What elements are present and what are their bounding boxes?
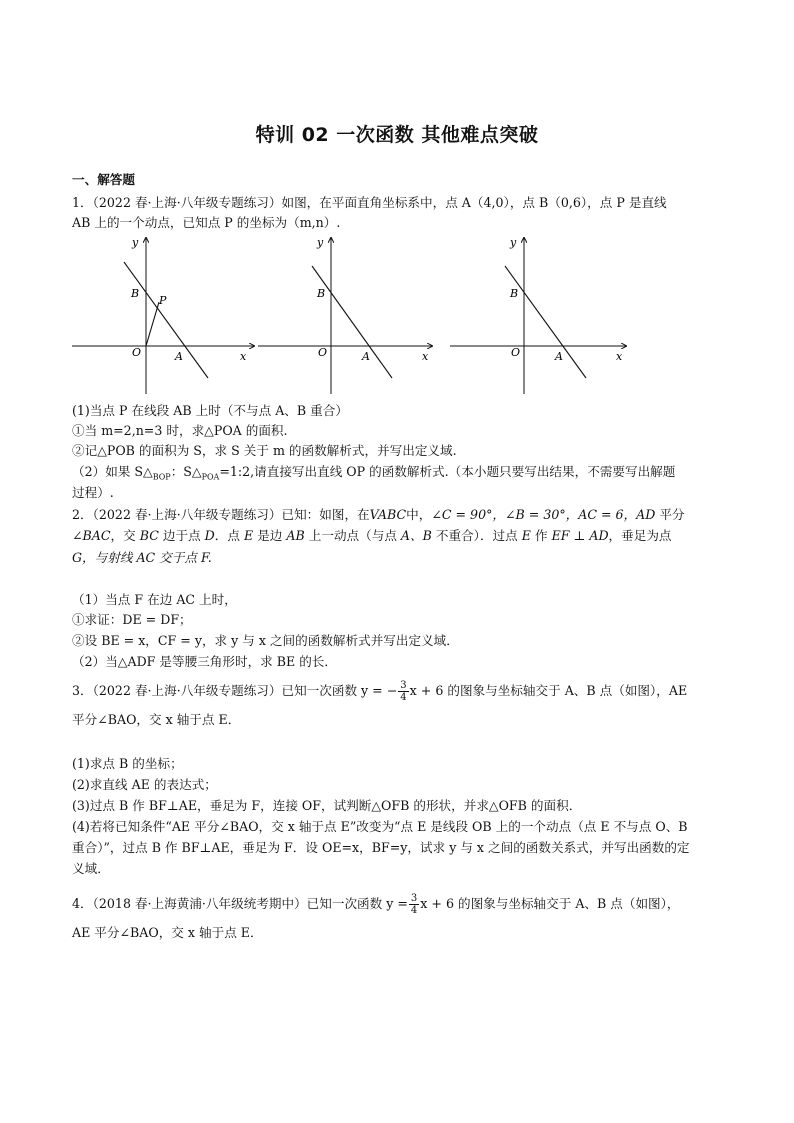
q2-l2b: ，交 <box>110 528 140 543</box>
q1-part-1-i: ①当 m=2,n=3 时，求△POA 的面积. <box>72 423 288 438</box>
q2-l1c: 中， <box>406 507 432 522</box>
q1-part-1: (1)当点 P 在线段 AB 上时（不与点 A、B 重合） <box>72 403 348 418</box>
q3-fraction <box>398 680 408 703</box>
q3-part-4-cont2: 义域． <box>72 861 110 876</box>
segment-op <box>146 302 159 346</box>
q1-part-2-cont: 过程）. <box>72 485 114 500</box>
q2-l2h: 是边 <box>253 528 287 543</box>
label-x: x <box>422 350 429 363</box>
q3-part-3: (3)过点 B 作 BF⊥AE，垂足为 F，连接 OF，试判断△OFB 的形状，并求△OFB 的面积． <box>72 798 582 813</box>
page-title: 特训 02 一次函数 其他难点突破 <box>255 124 539 146</box>
q2-l2p: ，垂足为点 <box>608 528 672 543</box>
q2-part-2: （2）当△ADF 是等腰三角形时，求 BE 的长． <box>72 654 337 669</box>
q2-part-1-ii: ②设 BE = x，CF = y，求 y 与 x 之间的函数解析式并写出定义域． <box>72 633 459 648</box>
section-heading: 一、解答题 <box>72 172 135 187</box>
q2-l1a: 2．（2022 春·上海·八年级专题练习）已知：如图，在 <box>72 507 370 522</box>
figure-2 <box>258 236 432 394</box>
figure-3 <box>450 236 626 394</box>
label-p: P <box>159 294 167 307</box>
q1-line-1: 1．（2022 春·上海·八年级专题练习）如图，在平面直角坐标系中，点 A（4,0），点 B（0,6），点 P 是直线 <box>72 195 667 210</box>
q1-part-2-text-c: =1:2,请直接写出直线 OP 的函数解析式.（本小题只要写出结果，不需要写出解题 <box>219 464 676 479</box>
q2-part-1-i: ①求证：DE = DF； <box>72 612 192 627</box>
q2-l1e: 平分 <box>655 507 685 522</box>
q2-l1b: VABC <box>369 507 407 522</box>
q3-part-1: (1)求点 B 的坐标； <box>72 756 183 771</box>
q4-l1a: 4．（2018 春·上海黄浦·八年级统考期中）已知一次函数 y = <box>72 896 408 911</box>
q4-l1b: x + 6 的图象与坐标轴交于 A、B 点（如图）， <box>420 896 680 911</box>
q3-line-1 <box>72 680 732 703</box>
label-y: y <box>510 236 517 249</box>
q3-frac-den: 4 <box>400 692 407 703</box>
q2-l1d: ∠C = 90°，∠B = 30°，AC = 6，AD <box>431 507 656 522</box>
figure-1 <box>72 236 254 394</box>
q1-part-2 <box>72 463 732 486</box>
q4-line-2: AE 平分∠BAO，交 x 轴于点 E． <box>72 925 263 940</box>
q2-l2i: AB <box>286 528 305 543</box>
label-x: x <box>240 350 247 363</box>
label-a: A <box>175 350 183 363</box>
q4-frac-den: 4 <box>410 905 418 916</box>
q2-l2c: BC <box>139 528 159 543</box>
q2-l2d: 边于点 <box>158 528 205 543</box>
q1-part-2-sub-poa: POA <box>201 472 220 482</box>
q2-l2e: D <box>204 528 215 543</box>
q1-part-2-sub-bop: BOP <box>152 472 171 482</box>
line-ab <box>124 262 208 378</box>
q2-part-1: （1）当点 F 在边 AC 上时， <box>72 592 237 607</box>
q2-l2m: E <box>521 528 531 543</box>
q2-line-2 <box>72 527 732 544</box>
line-ab <box>312 266 392 378</box>
q1-part-2-text-a: （2）如果 S△ <box>72 464 153 479</box>
q2-line-3: G，与射线 AC 交于点 F. <box>72 550 212 565</box>
label-x: x <box>616 350 623 363</box>
label-y: y <box>317 236 324 249</box>
q2-l2k: A、B <box>400 528 432 543</box>
q2-l2l: 不重合）．过点 <box>431 528 522 543</box>
q3-frac-num: 3 <box>400 680 407 691</box>
q1-part-2-text-b: ：S△ <box>170 464 202 479</box>
q3-l1b: x + 6 的图象与坐标轴交于 A、B 点（如图），AE <box>409 683 688 698</box>
q4-fraction <box>409 893 419 916</box>
q2-l2j: 上一动点（与点 <box>304 528 401 543</box>
label-y: y <box>132 236 139 249</box>
q1-part-1-ii: ②记△POB 的面积为 S，求 S 关于 m 的函数解析式，并写出定义域. <box>72 443 457 458</box>
label-a: A <box>362 350 370 363</box>
label-o: O <box>318 346 328 359</box>
q3-line-2: 平分∠BAO，交 x 轴于点 E． <box>72 712 241 727</box>
q2-l2o: EF ⊥ AD <box>551 528 609 543</box>
q2-l2n: 作 <box>530 528 552 543</box>
q2-line-1 <box>72 506 732 523</box>
line-ab <box>505 266 586 378</box>
q1-figures <box>70 232 640 400</box>
label-b: B <box>317 287 326 300</box>
label-b: B <box>510 287 519 300</box>
label-o: O <box>511 346 521 359</box>
q2-l2a: ∠BAC <box>72 528 111 543</box>
q3-l1a: 3．（2022 春·上海·八年级专题练习）已知一次函数 y = − <box>72 683 398 698</box>
q4-frac-num: 3 <box>410 893 418 904</box>
label-o: O <box>132 346 142 359</box>
q3-part-2: (2)求直线 AE 的表达式； <box>72 777 217 792</box>
q2-l2f: ．点 <box>214 528 244 543</box>
q3-part-4: (4)若将已知条件“AE 平分∠BAO，交 x 轴于点 E”改变为“点 E 是线段 OB 上的一个动点（点 E 不与点 O、B <box>72 819 688 834</box>
q1-line-2: AB 上的一个动点，已知点 P 的坐标为（m,n）. <box>72 215 341 230</box>
label-a: A <box>555 350 563 363</box>
label-b: B <box>131 287 140 300</box>
q2-l2g: E <box>243 528 254 543</box>
q3-part-4-cont: 重合）”，过点 B 作 BF⊥AE，垂足为 F．设 OE=x，BF=y，试求 y 与 x 之间的函数关系式，并写出函数的定 <box>72 840 690 855</box>
q4-line-1 <box>72 893 732 916</box>
